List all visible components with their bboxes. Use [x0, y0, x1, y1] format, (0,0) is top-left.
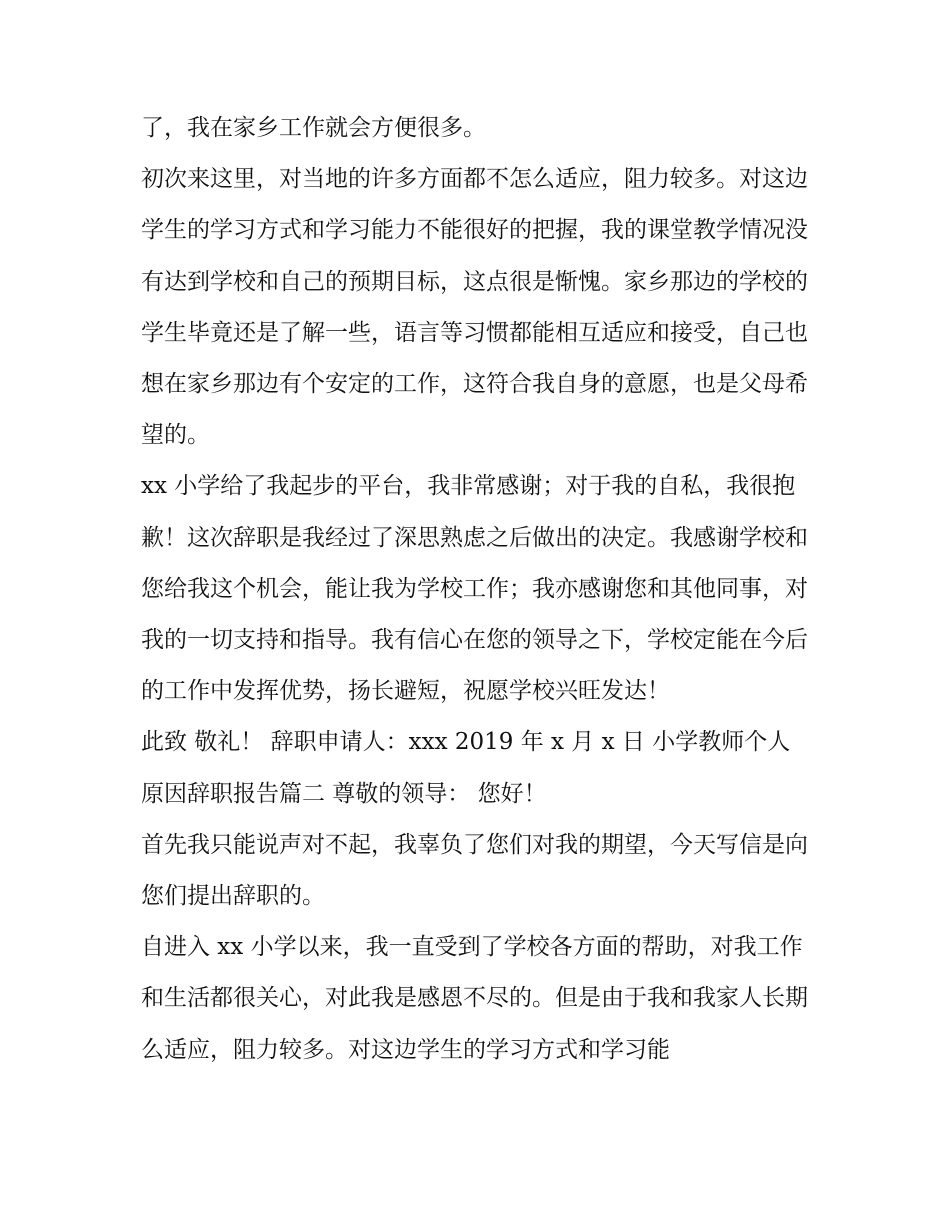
paragraph-5: 首先我只能说声对不起，我辜负了您们对我的期望，今天写信是向您们提出辞职的。 — [141, 831, 808, 910]
paragraph-2: 初次来这里，对当地的许多方面都不怎么适应，阻力较多。对这边学生的学习方式和学习能力不能很好的把握，我的课堂教学情况没有达到学校和自己的预期目标，这点很是惭愧。家乡那边的学校的学生毕竟还是了解一些，语言等习惯都能相互适应和接受，自己也想在家乡那边有个安定的工作，这符合我自身的意愿，也是父母希望的。 — [141, 166, 808, 449]
paragraph-4: 此致 敬礼！ 辞职申请人：xxx 2019 年 x 月 x 日 小学教师个人原因辞职报告篇二 尊敬的领导： 您好！ — [141, 729, 791, 807]
document-body — [141, 103, 813, 1076]
paragraph-1: 了，我在家乡工作就会方便很多。 — [141, 115, 486, 141]
paragraph-6: 自进入 xx 小学以来，我一直受到了学校各方面的帮助，对我工作和生活都很关心，对此我是感恩不尽的。但是由于我和我家人长期么适应，阻力较多。对这边学生的学习方式和学习能 — [141, 934, 808, 1063]
paragraph-3: xx 小学给了我起步的平台，我非常感谢；对于我的自私，我很抱歉！这次辞职是我经过了深思熟虑之后做出的决定。我感谢学校和您给我这个机会，能让我为学校工作；我亦感谢您和其他同事，对我的一切支持和指导。我有信心在您的领导之下，学校定能在今后的工作中发挥优势，扬长避短，祝愿学校兴旺发达！ — [141, 473, 808, 705]
